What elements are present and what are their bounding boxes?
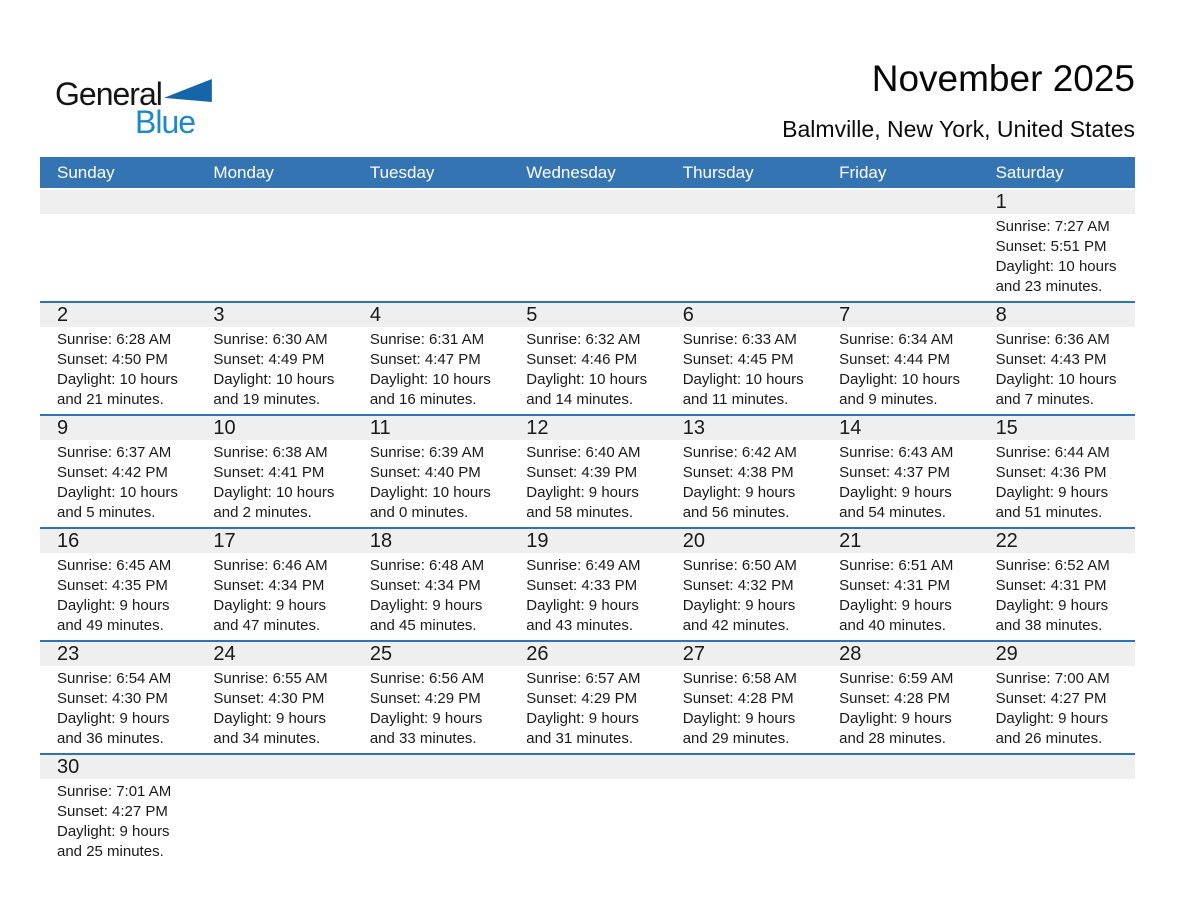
daylight-text: Daylight: 10 hours [839, 371, 961, 388]
daylight-text-cont: and 7 minutes. [995, 391, 1094, 408]
daylight-text: Daylight: 9 hours [682, 484, 796, 501]
day-cell-1 [979, 190, 1135, 301]
sunrise-text: Sunrise: 6:32 AM [526, 331, 641, 348]
empty-cell [509, 190, 665, 301]
sunrise-text: Sunrise: 6:49 AM [526, 557, 641, 574]
daylight-text: Daylight: 10 hours [526, 371, 648, 388]
weekday-header-monday: Monday [213, 163, 274, 182]
day-number: 22 [995, 530, 1018, 552]
daylight-text: Daylight: 10 hours [995, 258, 1117, 275]
day-cell-2 [40, 303, 196, 414]
day-cell-15 [979, 416, 1135, 527]
calendar [40, 157, 1135, 866]
empty-cell [979, 755, 1135, 866]
day-cell-8 [979, 303, 1135, 414]
daylight-text-cont: and 29 minutes. [682, 730, 790, 747]
sunrise-text: Sunrise: 6:38 AM [213, 444, 328, 461]
sunset-text: Sunset: 4:27 PM [995, 690, 1107, 707]
week-row-4 [40, 527, 1135, 640]
daylight-text-cont: and 16 minutes. [369, 391, 477, 408]
sunset-text: Sunset: 4:43 PM [995, 351, 1107, 368]
week-row-3 [40, 414, 1135, 527]
sunset-text: Sunset: 4:46 PM [526, 351, 638, 368]
sunrise-text: Sunrise: 6:36 AM [995, 331, 1110, 348]
day-cell-9 [40, 416, 196, 527]
sunrise-text: Sunrise: 7:00 AM [995, 670, 1110, 687]
empty-cell [196, 190, 352, 301]
daylight-text-cont: and 31 minutes. [526, 730, 634, 747]
sunset-text: Sunset: 4:36 PM [995, 464, 1107, 481]
day-cell-20 [666, 529, 822, 640]
weekday-header-tuesday: Tuesday [369, 163, 435, 182]
day-number: 16 [57, 530, 80, 552]
sunrise-text: Sunrise: 6:44 AM [995, 444, 1110, 461]
sunset-text: Sunset: 4:40 PM [369, 464, 481, 481]
empty-cell [822, 755, 978, 866]
day-number: 24 [213, 643, 236, 665]
day-number: 11 [369, 417, 391, 439]
weekday-header-sunday: Sunday [57, 163, 115, 182]
daylight-text-cont: and 43 minutes. [526, 617, 634, 634]
daylight-text: Daylight: 9 hours [213, 597, 326, 614]
sunrise-text: Sunrise: 6:48 AM [369, 557, 485, 574]
daylight-text: Daylight: 9 hours [995, 484, 1109, 501]
day-cell-23 [40, 642, 196, 753]
weekday-header-saturday: Saturday [995, 163, 1064, 182]
sunrise-text: Sunrise: 6:54 AM [57, 670, 172, 687]
empty-cell [196, 755, 352, 866]
sunrise-text: Sunrise: 6:42 AM [682, 444, 797, 461]
day-cell-30 [40, 755, 196, 866]
daylight-text-cont: and 26 minutes. [995, 730, 1103, 747]
sunset-text: Sunset: 4:45 PM [682, 351, 794, 368]
daylight-text: Daylight: 10 hours [995, 371, 1117, 388]
logo-triangle-icon [164, 79, 212, 102]
daylight-text-cont: and 49 minutes. [57, 617, 164, 634]
daylight-text-cont: and 33 minutes. [369, 730, 477, 747]
daylight-text-cont: and 58 minutes. [526, 504, 634, 521]
daylight-text-cont: and 0 minutes. [369, 504, 469, 521]
day-number: 17 [213, 530, 236, 552]
sunset-text: Sunset: 4:30 PM [57, 690, 168, 707]
daylight-text-cont: and 21 minutes. [57, 391, 164, 408]
sunset-text: Sunset: 4:35 PM [57, 577, 168, 594]
sunset-text: Sunset: 4:47 PM [369, 351, 481, 368]
sunset-text: Sunset: 4:38 PM [682, 464, 794, 481]
daylight-text: Daylight: 9 hours [57, 597, 170, 614]
sunrise-text: Sunrise: 6:59 AM [839, 670, 954, 687]
day-number: 23 [57, 643, 80, 665]
daylight-text: Daylight: 9 hours [369, 710, 483, 727]
day-number: 29 [995, 643, 1018, 665]
week-row-5 [40, 640, 1135, 753]
daylight-text: Daylight: 9 hours [526, 484, 639, 501]
day-cell-11 [353, 416, 509, 527]
sunrise-text: Sunrise: 6:40 AM [526, 444, 641, 461]
day-cell-27 [666, 642, 822, 753]
sunset-text: Sunset: 4:37 PM [839, 464, 951, 481]
sunrise-text: Sunrise: 7:01 AM [57, 783, 172, 800]
day-cell-10 [196, 416, 352, 527]
sunrise-text: Sunrise: 6:33 AM [682, 331, 797, 348]
sunset-text: Sunset: 4:28 PM [682, 690, 794, 707]
logo-text-blue: Blue [135, 104, 196, 140]
daylight-text-cont: and 42 minutes. [682, 617, 790, 634]
sunrise-text: Sunrise: 6:51 AM [839, 557, 954, 574]
sunrise-text: Sunrise: 7:27 AM [995, 218, 1110, 235]
sunrise-text: Sunrise: 6:31 AM [369, 331, 485, 348]
sunset-text: Sunset: 4:31 PM [839, 577, 951, 594]
sunset-text: Sunset: 4:44 PM [839, 351, 951, 368]
sunset-text: Sunset: 4:50 PM [57, 351, 168, 368]
day-number: 8 [995, 304, 1007, 326]
day-number: 20 [682, 530, 705, 552]
daylight-text: Daylight: 9 hours [839, 710, 952, 727]
day-number: 1 [995, 191, 1007, 213]
day-number: 6 [682, 304, 694, 326]
sunrise-text: Sunrise: 6:56 AM [369, 670, 485, 687]
sunrise-text: Sunrise: 6:45 AM [57, 557, 172, 574]
daylight-text: Daylight: 10 hours [369, 484, 491, 501]
day-cell-22 [979, 529, 1135, 640]
daylight-text-cont: and 51 minutes. [995, 504, 1103, 521]
day-number: 18 [369, 530, 393, 552]
day-number: 7 [839, 304, 851, 326]
day-number: 5 [526, 304, 538, 326]
sunrise-text: Sunrise: 6:55 AM [213, 670, 328, 687]
day-number: 12 [526, 417, 549, 439]
sunset-text: Sunset: 4:29 PM [369, 690, 481, 707]
daylight-text-cont: and 28 minutes. [839, 730, 946, 747]
sunset-text: Sunset: 4:32 PM [682, 577, 794, 594]
daylight-text: Daylight: 9 hours [682, 710, 796, 727]
sunset-text: Sunset: 4:41 PM [213, 464, 325, 481]
sunset-text: Sunset: 4:31 PM [995, 577, 1107, 594]
daylight-text-cont: and 45 minutes. [369, 617, 477, 634]
daylight-text-cont: and 5 minutes. [57, 504, 156, 521]
sunset-text: Sunset: 4:42 PM [57, 464, 168, 481]
day-number: 9 [57, 417, 69, 439]
daylight-text: Daylight: 9 hours [526, 597, 639, 614]
weekday-header-row [40, 157, 1135, 188]
daylight-text-cont: and 19 minutes. [213, 391, 321, 408]
sunset-text: Sunset: 4:33 PM [526, 577, 638, 594]
weekday-header-thursday: Thursday [682, 163, 754, 182]
day-number: 4 [369, 304, 381, 326]
daylight-text: Daylight: 9 hours [839, 484, 952, 501]
day-cell-26 [509, 642, 665, 753]
daylight-text: Daylight: 9 hours [213, 710, 326, 727]
empty-cell [40, 190, 196, 301]
daylight-text: Daylight: 9 hours [369, 597, 483, 614]
daylight-text: Daylight: 10 hours [57, 484, 178, 501]
day-number: 21 [839, 530, 862, 552]
day-number: 19 [526, 530, 549, 552]
day-cell-7 [822, 303, 978, 414]
daylight-text-cont: and 36 minutes. [57, 730, 164, 747]
day-number: 10 [213, 417, 236, 439]
week-row-2 [40, 301, 1135, 414]
sunset-text: Sunset: 4:34 PM [213, 577, 325, 594]
daylight-text-cont: and 25 minutes. [57, 843, 164, 860]
day-number: 27 [682, 643, 705, 665]
weekday-header-wednesday: Wednesday [526, 163, 616, 182]
daylight-text-cont: and 23 minutes. [995, 278, 1103, 295]
sunrise-text: Sunrise: 6:30 AM [213, 331, 328, 348]
day-cell-25 [353, 642, 509, 753]
sunset-text: Sunset: 4:29 PM [526, 690, 638, 707]
daylight-text-cont: and 40 minutes. [839, 617, 946, 634]
general-blue-logo [55, 78, 212, 138]
daylight-text-cont: and 38 minutes. [995, 617, 1103, 634]
sunrise-text: Sunrise: 6:46 AM [213, 557, 328, 574]
empty-cell [353, 190, 509, 301]
sunrise-text: Sunrise: 6:58 AM [682, 670, 797, 687]
daylight-text-cont: and 54 minutes. [839, 504, 946, 521]
day-cell-16 [40, 529, 196, 640]
day-cell-28 [822, 642, 978, 753]
daylight-text-cont: and 34 minutes. [213, 730, 321, 747]
sunset-text: Sunset: 4:49 PM [213, 351, 325, 368]
sunrise-text: Sunrise: 6:37 AM [57, 444, 172, 461]
week-row-6 [40, 753, 1135, 866]
daylight-text-cont: and 14 minutes. [526, 391, 634, 408]
empty-cell [353, 755, 509, 866]
weekday-header-friday: Friday [839, 163, 887, 182]
day-number: 26 [526, 643, 549, 665]
daylight-text: Daylight: 9 hours [995, 597, 1109, 614]
daylight-text: Daylight: 9 hours [526, 710, 639, 727]
sunrise-text: Sunrise: 6:39 AM [369, 444, 485, 461]
day-cell-3 [196, 303, 352, 414]
daylight-text: Daylight: 9 hours [682, 597, 796, 614]
daylight-text-cont: and 2 minutes. [213, 504, 312, 521]
day-cell-29 [979, 642, 1135, 753]
day-number: 14 [839, 417, 862, 439]
daylight-text: Daylight: 9 hours [839, 597, 952, 614]
day-number: 28 [839, 643, 862, 665]
daylight-text-cont: and 56 minutes. [682, 504, 790, 521]
day-number: 30 [57, 756, 80, 778]
sunset-text: Sunset: 4:39 PM [526, 464, 638, 481]
day-cell-18 [353, 529, 509, 640]
sunset-text: Sunset: 4:30 PM [213, 690, 325, 707]
sunrise-text: Sunrise: 6:34 AM [839, 331, 954, 348]
daylight-text: Daylight: 10 hours [369, 371, 491, 388]
page-title: November 2025 [871, 58, 1135, 99]
day-number: 2 [57, 304, 69, 326]
daylight-text: Daylight: 10 hours [213, 484, 335, 501]
day-cell-13 [666, 416, 822, 527]
day-cell-24 [196, 642, 352, 753]
day-cell-5 [509, 303, 665, 414]
page-subtitle: Balmville, New York, United States [782, 116, 1135, 142]
week-row-1 [40, 190, 1135, 301]
day-number: 15 [995, 417, 1018, 439]
daylight-text: Daylight: 10 hours [682, 371, 804, 388]
empty-cell [666, 755, 822, 866]
daylight-text: Daylight: 10 hours [57, 371, 178, 388]
sunrise-text: Sunrise: 6:50 AM [682, 557, 797, 574]
sunrise-text: Sunrise: 6:52 AM [995, 557, 1110, 574]
daylight-text: Daylight: 9 hours [57, 823, 170, 840]
daylight-text: Daylight: 10 hours [213, 371, 335, 388]
logo-text-general: General [55, 76, 162, 112]
sunset-text: Sunset: 4:28 PM [839, 690, 951, 707]
daylight-text-cont: and 9 minutes. [839, 391, 938, 408]
daylight-text: Daylight: 9 hours [995, 710, 1109, 727]
day-number: 25 [369, 643, 393, 665]
empty-cell [822, 190, 978, 301]
day-cell-17 [196, 529, 352, 640]
daylight-text-cont: and 47 minutes. [213, 617, 321, 634]
sunrise-text: Sunrise: 6:57 AM [526, 670, 641, 687]
daylight-text: Daylight: 9 hours [57, 710, 170, 727]
day-number: 3 [213, 304, 225, 326]
daylight-text-cont: and 11 minutes. [682, 391, 789, 408]
day-cell-4 [353, 303, 509, 414]
day-cell-6 [666, 303, 822, 414]
empty-cell [509, 755, 665, 866]
day-cell-19 [509, 529, 665, 640]
day-cell-21 [822, 529, 978, 640]
sunset-text: Sunset: 4:27 PM [57, 803, 168, 820]
sunset-text: Sunset: 4:34 PM [369, 577, 481, 594]
empty-cell [666, 190, 822, 301]
day-cell-12 [509, 416, 665, 527]
sunrise-text: Sunrise: 6:28 AM [57, 331, 172, 348]
day-cell-14 [822, 416, 978, 527]
sunrise-text: Sunrise: 6:43 AM [839, 444, 954, 461]
day-number: 13 [682, 417, 705, 439]
sunset-text: Sunset: 5:51 PM [995, 238, 1107, 255]
